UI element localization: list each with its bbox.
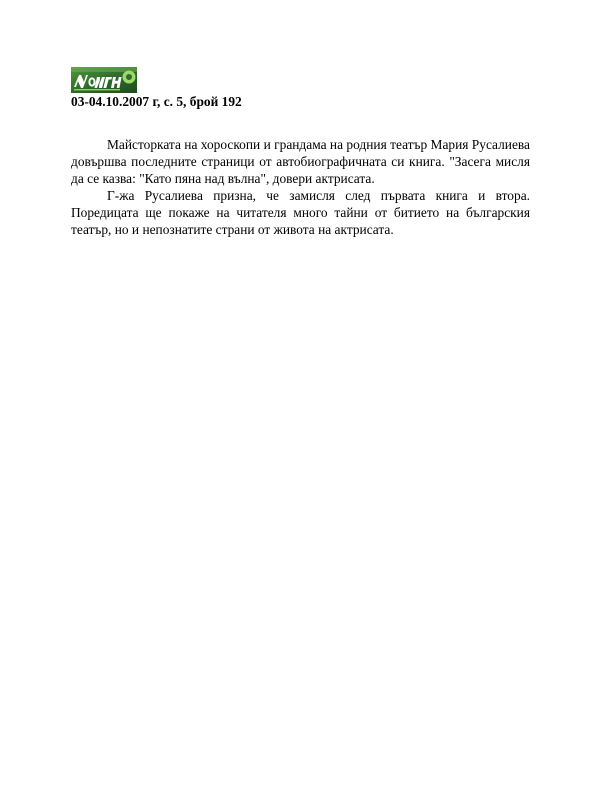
article-paragraph: Г-жа Русалиева призна, че замисля след първата книга и втора. Поредицата ще покаже на читателя много тайни от битието на българския театър, но и непознатите страни от живота на актрисата.: [71, 188, 530, 237]
article-body: [71, 136, 530, 238]
publication-dateline: 03-04.10.2007 г, с. 5, брой 192: [71, 94, 242, 109]
novini-logo-icon: [71, 67, 137, 93]
article-paragraph: Майсторката на хороскопи и грандама на родния театър Мария Русалиева довършва последните страници от автобиографичната си книга. "Засега мисля да се казва: "Като пяна над вълна", довери актрисата.: [71, 137, 530, 186]
